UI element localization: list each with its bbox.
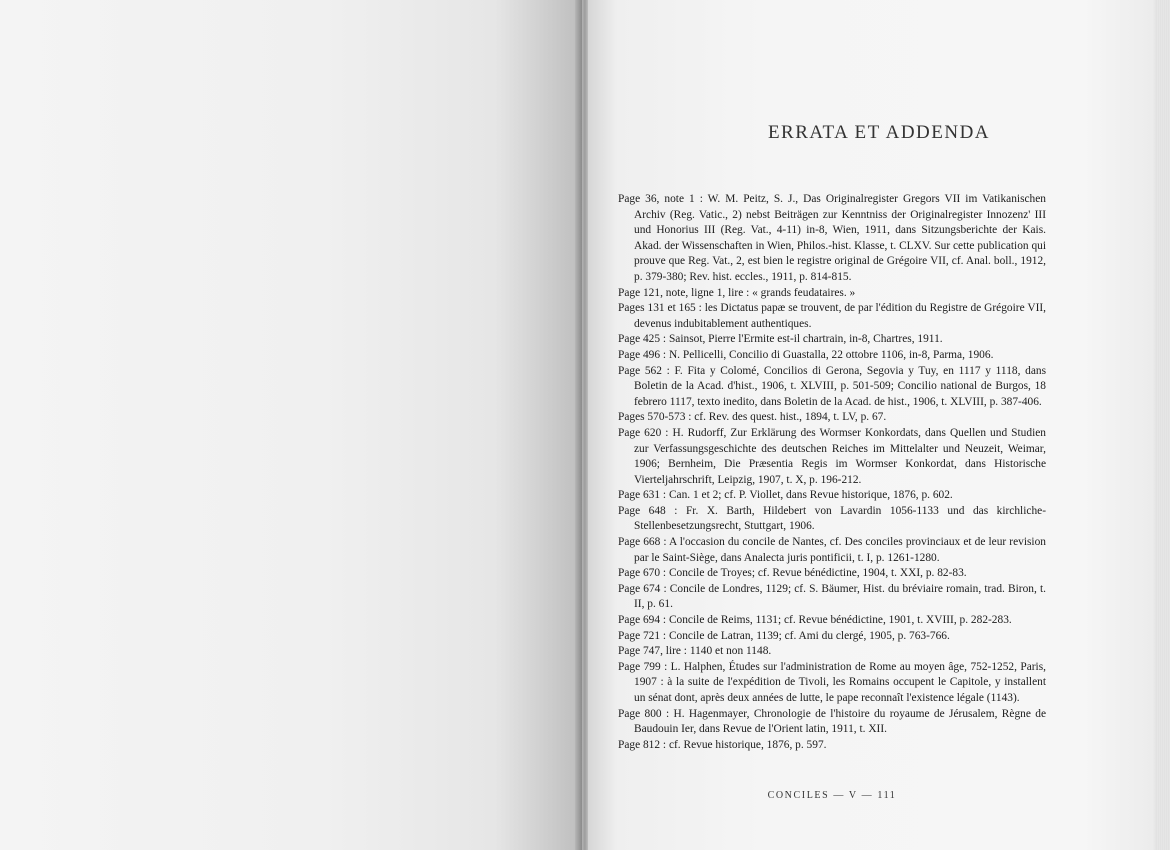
- entry-reference: Page 668 :: [618, 536, 667, 549]
- entry-reference: Pages 570-573 :: [618, 411, 692, 424]
- entry-reference: Page 747,: [618, 645, 663, 658]
- entry-text: F. Fita y Colomé, Concilios di Gerona, Segovia y Tuy, en 1117 y 1118, dans Boletin de la Acad. d'hist., 1906, t. XLVIII, p. 501-509; Concilio national de Burgos, 18 febrero 1117, texto inedito, dans Boletin de la Acad. de hist., 1906, t. XLVIII, p. 387-406.: [634, 364, 1047, 408]
- errata-entry: [618, 488, 1046, 504]
- errata-entry: [618, 613, 1046, 629]
- errata-entry: [618, 301, 1046, 332]
- entry-reference: Page 694 :: [618, 614, 667, 627]
- entry-reference: Page 812 :: [618, 738, 667, 751]
- errata-entry: [618, 660, 1046, 707]
- errata-entry: [618, 410, 1046, 426]
- entry-reference: Page 648 :: [618, 504, 678, 517]
- errata-entry: [618, 644, 1046, 660]
- errata-entry: [618, 582, 1046, 613]
- entry-text: Can. 1 et 2; cf. P. Viollet, dans Revue historique, 1876, p. 602.: [666, 489, 953, 502]
- errata-entry: [618, 566, 1046, 582]
- entry-text: les Dictatus papæ se trouvent, de par l'édition du Registre de Grégoire VII, devenus indubitablement authentiques.: [634, 302, 1047, 330]
- entry-text: Sainsot, Pierre l'Ermite est-il chartrain, in-8, Chartres, 1911.: [666, 333, 943, 346]
- entry-reference: Page 425 :: [618, 333, 667, 346]
- entry-reference: Page 800 :: [618, 707, 670, 720]
- errata-entry: [618, 707, 1046, 738]
- entry-text: N. Pellicelli, Concilio di Guastalla, 22 ottobre 1106, in-8, Parma, 1906.: [666, 348, 994, 361]
- errata-list: [618, 192, 1046, 753]
- errata-entry: [618, 286, 1046, 302]
- entry-text: Fr. X. Barth, Hildebert von Lavardin 1056-1133 und das kirchliche-Stellenbesetzungsrecht, Stuttgart, 1906.: [634, 504, 1046, 533]
- left-page-blank: [0, 0, 582, 850]
- entry-text: Concile de Troyes; cf. Revue bénédictine, 1904, t. XXI, p. 82-83.: [666, 567, 967, 580]
- errata-entry: [618, 426, 1046, 488]
- entry-text: L. Halphen, Études sur l'administration de Rome au moyen âge, 752-1252, Paris, 1907 : à la suite de l'expédition de Tivoli, les Romains occupent le Capitole, y installent un sénat dont, après deux années de lutte, le pape reconnaît l'existence légale (1143).: [634, 660, 1047, 704]
- entry-text: A l'occasion du concile de Nantes, cf. Des conciles provinciaux et de leur revision par le Saint-Siège, dans Analecta juris pontificii, t. I, p. 1261-1280.: [634, 536, 1046, 564]
- entry-text: H. Rudorff, Zur Erklärung des Wormser Konkordats, dans Quellen und Studien zur Verfassungsgeschichte des deutschen Reiches im Mittelalter und Neuzeit, Weimar, 1906; Bernheim, Die Præsentia Regis im Wormser Konkordat, dans Historische Vierteljahrschrift, Leipzig, 1907, t. X, p. 196-212.: [634, 426, 1046, 486]
- entry-text: cf. Rev. des quest. hist., 1894, t. LV, p. 67.: [691, 411, 887, 424]
- entry-reference: Page 121, note, ligne 1,: [618, 286, 726, 299]
- errata-entry: [618, 332, 1046, 348]
- entry-reference: Page 670 :: [618, 567, 667, 580]
- page-edges: [1156, 0, 1170, 850]
- errata-entry: [618, 364, 1046, 411]
- errata-entry: [618, 504, 1046, 535]
- entry-reference: Page 36, note 1 :: [618, 193, 703, 205]
- errata-entry: [618, 738, 1046, 754]
- entry-text: Concile de Latran, 1139; cf. Ami du clergé, 1905, p. 763-766.: [666, 629, 950, 642]
- entry-reference: Pages 131 et 165 :: [618, 302, 702, 315]
- page-footer: CONCILES — V — 111: [767, 790, 897, 801]
- entry-reference: Page 721 :: [618, 629, 667, 642]
- errata-entry: [618, 348, 1046, 364]
- entry-reference: Page 620 :: [618, 426, 669, 439]
- entry-reference: Page 562 :: [618, 364, 670, 377]
- entry-reference: Page 799 :: [618, 660, 668, 673]
- entry-reference: Page 674 :: [618, 582, 667, 595]
- entry-text: Concile de Londres, 1129; cf. S. Bäumer, Hist. du bréviaire romain, trad. Biron, t. II, p. 61.: [634, 582, 1046, 611]
- page-title: ERRATA ET ADDENDA: [767, 122, 991, 143]
- entry-text: cf. Revue historique, 1876, p. 597.: [666, 738, 827, 751]
- entry-text: lire : « grands feudataires. »: [725, 286, 856, 299]
- errata-entry: [618, 629, 1046, 645]
- entry-text: H. Hagenmayer, Chronologie de l'histoire du royaume de Jérusalem, Règne de Baudouin Ier, dans Revue de l'Orient latin, 1911, t. XII.: [634, 707, 1046, 736]
- entry-reference: Page 631 :: [618, 489, 667, 502]
- entry-text: lire : 1140 et non 1148.: [662, 645, 772, 658]
- entry-reference: Page 496 :: [618, 348, 667, 361]
- errata-entry: [618, 192, 1046, 286]
- entry-text: W. M. Peitz, S. J., Das Originalregister Gregors VII im Vatikanischen Archiv (Reg. Vatic., 2) nebst Beiträgen zur Kenntniss der Originalregister Innozenz' III und Honorius III (Reg. Vat., 4-11) in-8, Wien, 1911, dans Sitzungsberichte der Kais. Akad. der Wissenschaften in Wien, Philos.-hist. Klasse, t. CLXV. Sur cette publication qui prouve que Reg. Vat., 2, est bien le registre original de Grégoire VII, cf. Anal. boll., 1912, p. 379-380; Rev. hist. eccles., 1911, p. 814-815.: [634, 193, 1047, 283]
- entry-text: Concile de Reims, 1131; cf. Revue bénédictine, 1901, t. XVIII, p. 282-283.: [666, 614, 1012, 627]
- errata-entry: [618, 535, 1046, 566]
